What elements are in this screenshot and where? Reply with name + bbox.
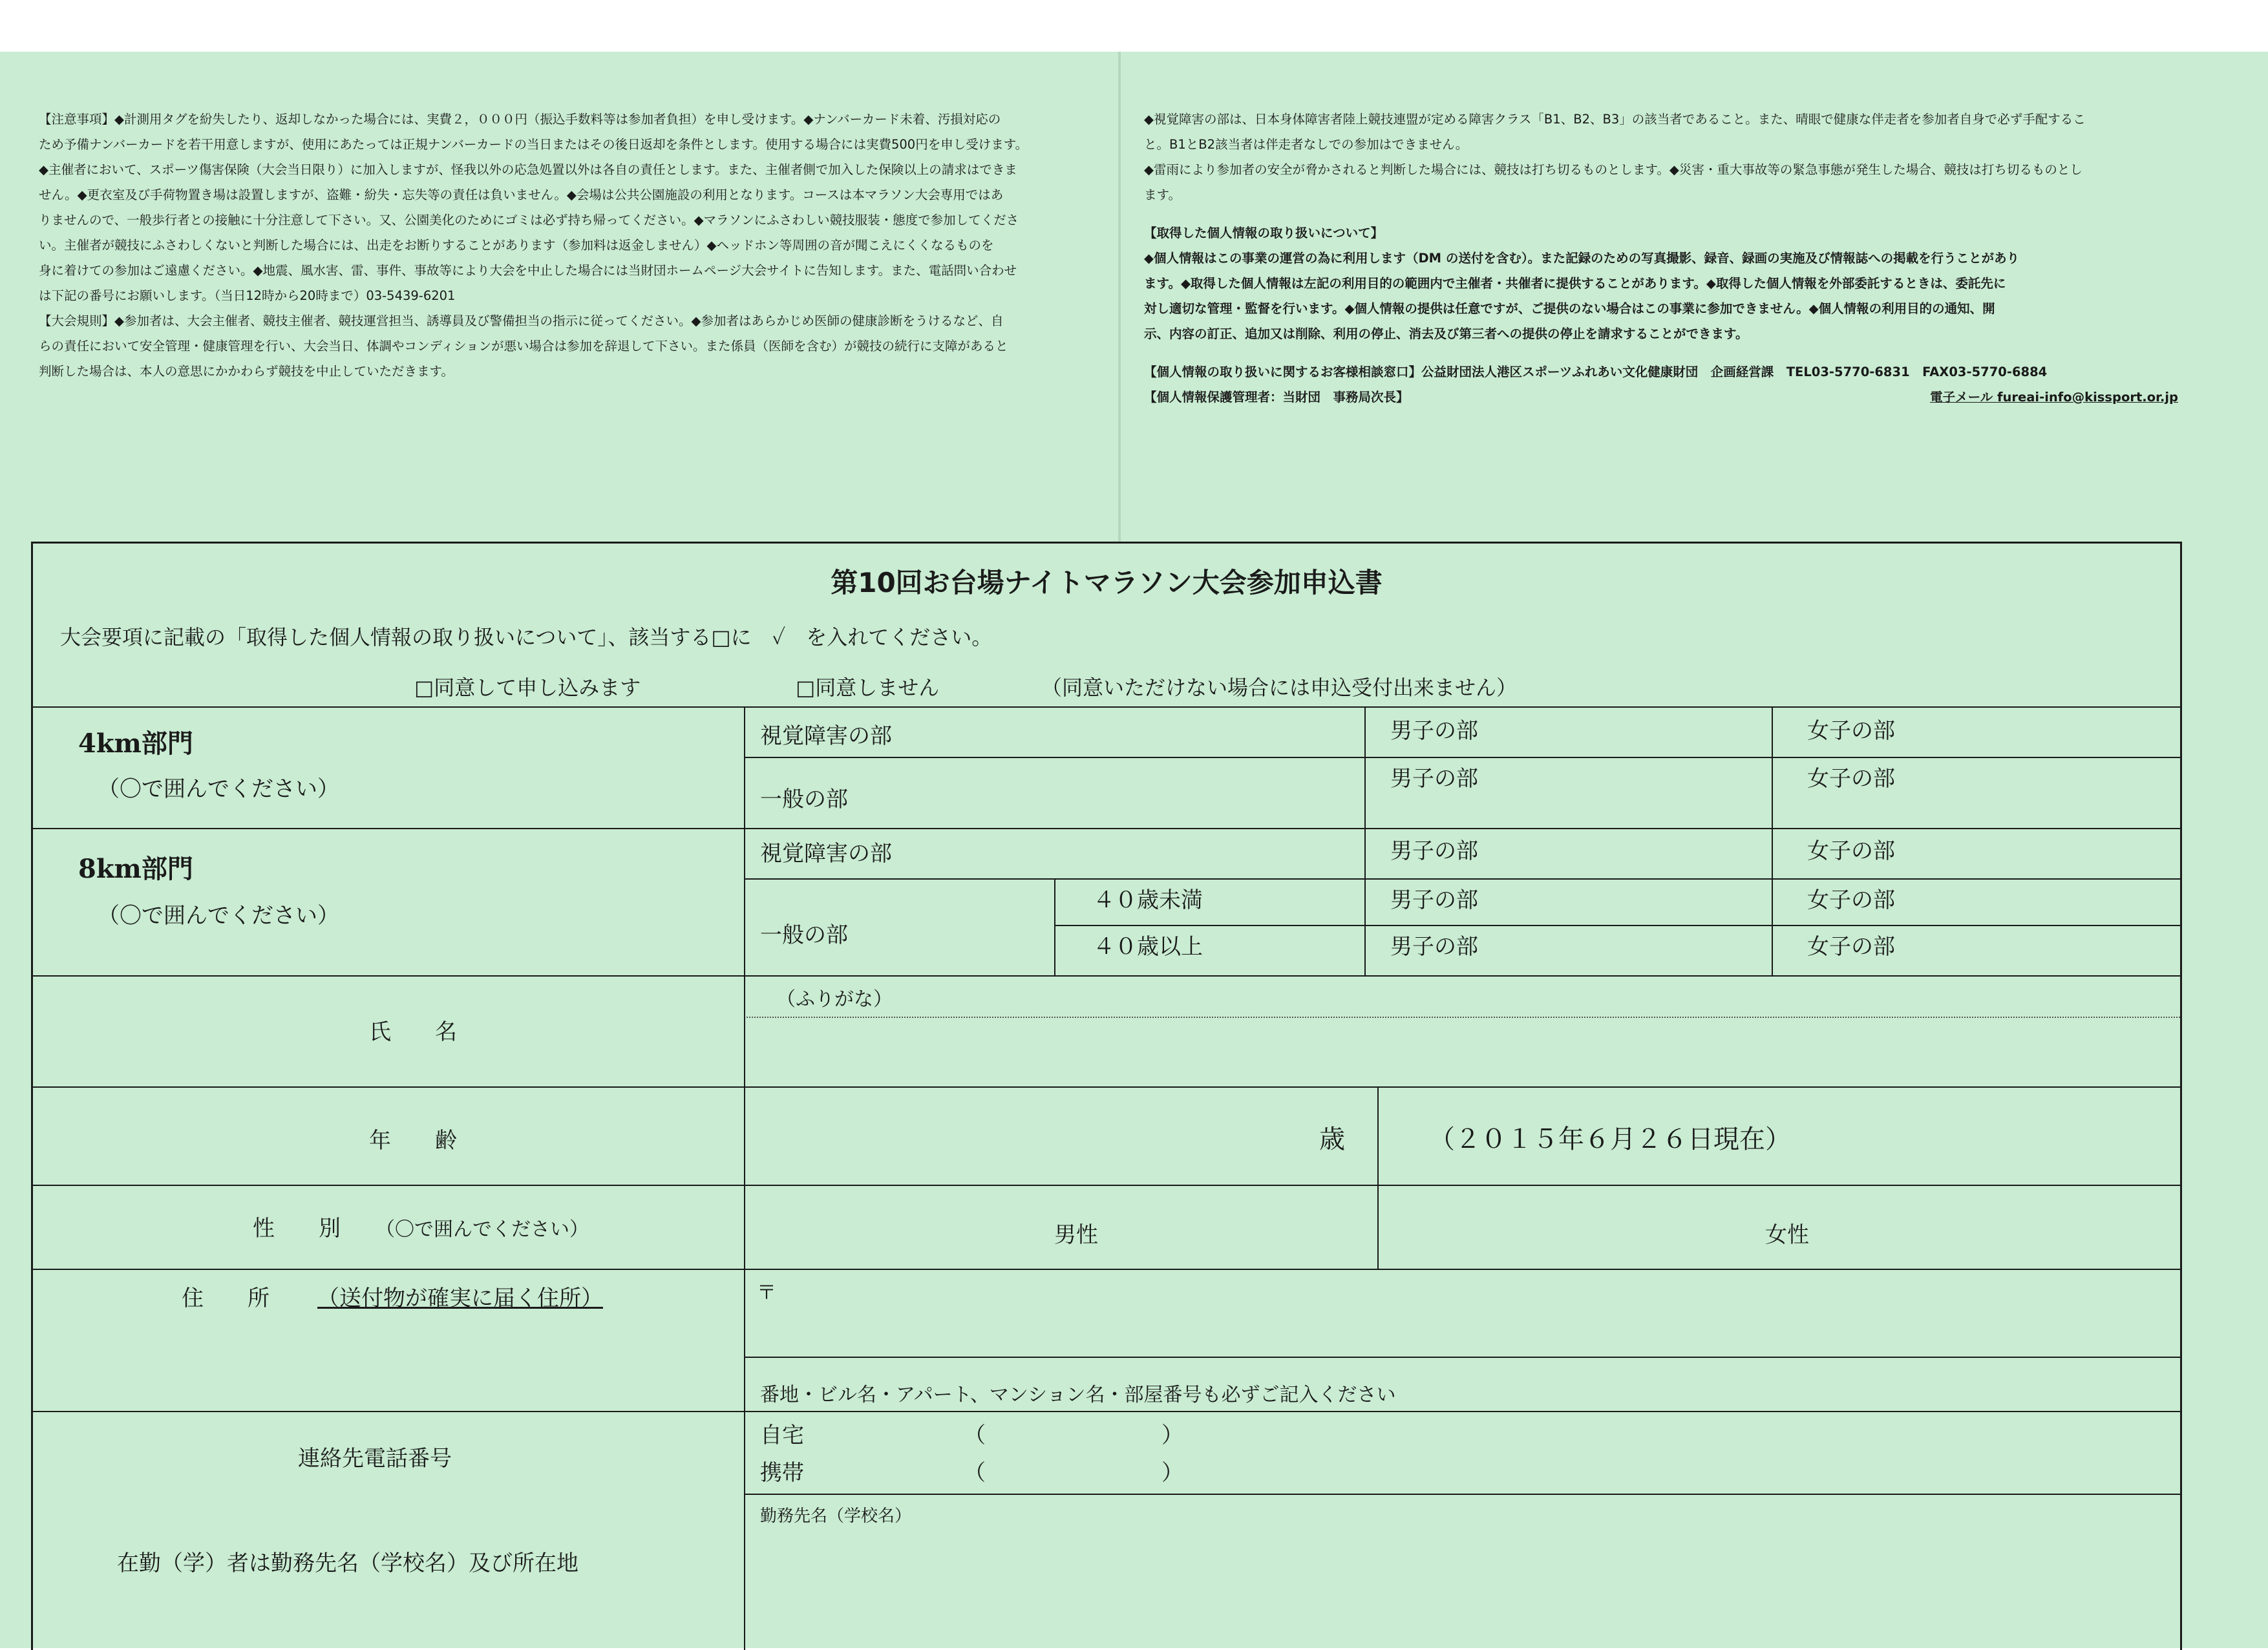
address-detail-note: 番地・ビル名・アパート、マンション名・部屋番号も必ずご記入ください	[760, 1384, 1396, 1406]
gender-note: （〇で囲んでください）	[376, 1218, 589, 1241]
privacy-email: 電子メール fureai-info@kissport.or.jp	[1930, 390, 2178, 405]
km8-visual-division[interactable]: 視覚障害の部	[760, 841, 892, 867]
note-line: 【注意事項】◆計測用タグを紛失したり、返却しなかった場合には、実費２，０００円（振込手数料等は参加者負担）を申し受けます。◆ナンバーカード未着、汚損対応の	[39, 112, 1001, 127]
km8-general-division[interactable]: 一般の部	[760, 922, 848, 948]
notes-left-column	[39, 107, 1105, 384]
km4-visual-male[interactable]: 男子の部	[1390, 718, 1478, 744]
address-note: （送付物が確実に届く住所）	[317, 1285, 603, 1311]
note-line: い。主催者が競技にふさわしくないと判断した場合には、出走をお断りすることがあります（参加料は返金しません）◆ヘッドホン等周囲の音が聞こえにくくなるものを	[39, 238, 994, 253]
male-option[interactable]: 男性	[1054, 1222, 1098, 1248]
km8-division-label: 8km部門	[78, 854, 193, 884]
mobile-phone-input[interactable]: （ ）	[964, 1460, 1183, 1486]
note-line: と。B1とB2該当者は伴走者なしでの参加はできません。	[1144, 137, 1468, 152]
age-unit: 歳	[1319, 1125, 1345, 1154]
km4-circle-note: （〇で囲んでください）	[98, 776, 339, 802]
privacy-line: ◆個人情報はこの事業の運営の為に利用します（DM の送付を含む）。また記録のための写真撮影、録音、録画の実施及び情報誌への掲載を行うことがあり	[1144, 251, 2020, 266]
km4-visual-division[interactable]: 視覚障害の部	[760, 723, 892, 749]
age-label: 年 齢	[369, 1128, 457, 1154]
note-line: 判断した場合は、本人の意思にかかわらず競技を中止していただきます。	[39, 364, 454, 379]
km4-visual-female[interactable]: 女子の部	[1807, 718, 1895, 744]
note-line: は下記の番号にお願いします。（当日12時から20時まで）03-5439-6201	[39, 288, 456, 303]
privacy-manager-line	[1144, 385, 2217, 410]
form-instruction: 大会要項に記載の「取得した個人情報の取り扱いについて」、該当する□に ✓ を入れてください。	[60, 625, 993, 650]
note-line: りませんので、一般歩行者との接触に十分注意して下さい。又、公園美化のためにゴミは必ず持ち帰ってください。◆マラソンにふさわしい競技服装・態度で参加してくださ	[39, 213, 1019, 227]
notes-right-column	[1144, 107, 2217, 410]
home-phone-label: 自宅	[760, 1423, 804, 1448]
consent-note: （同意いただけない場合には申込受付出来ません）	[1041, 675, 1518, 700]
workplace-small-label: 勤務先名（学校名）	[760, 1507, 912, 1526]
application-form	[31, 542, 2182, 1650]
note-line: 【大会規則】◆参加者は、大会主催者、競技主催者、競技運営担当、誘導員及び警備担当の指示に従ってください。◆参加者はあらかじめ医師の健康診断をうけるなど、自	[39, 313, 1004, 328]
postal-mark: 〒	[757, 1282, 776, 1304]
fold-line	[1118, 52, 1121, 543]
km8-under40-female[interactable]: 女子の部	[1807, 887, 1895, 913]
female-option[interactable]: 女性	[1765, 1222, 1809, 1248]
age-asof-date: （２０１５年６月２６日現在）	[1429, 1125, 1791, 1154]
form-title: 第10回お台場ナイトマラソン大会参加申込書	[831, 567, 1383, 598]
name-input[interactable]	[750, 1022, 2172, 1083]
address-label: 住 所	[182, 1285, 270, 1311]
note-line: らの責任において安全管理・健康管理を行い、大会当日、体調やコンディションが悪い場合は参加を辞退して下さい。また係員（医師を含む）が競技の続行に支障があると	[39, 339, 1008, 354]
note-line: ◆主催者において、スポーツ傷害保険（大会当日限り）に加入しますが、怪我以外の応急処置以外は各自の責任とします。また、主催者側で加入した保険以上の請求はできま	[39, 162, 1017, 177]
note-line: ます。	[1144, 187, 1181, 202]
furigana-label: （ふりがな）	[776, 988, 893, 1011]
km4-general-division[interactable]: 一般の部	[760, 787, 848, 812]
workplace-input[interactable]	[750, 1526, 2172, 1636]
home-phone-input[interactable]: （ ）	[964, 1423, 1183, 1448]
km8-under40-male[interactable]: 男子の部	[1390, 887, 1478, 913]
km8-visual-male[interactable]: 男子の部	[1390, 838, 1478, 864]
privacy-contact: 【個人情報の取り扱いに関するお客様相談窓口】公益財団法人港区スポーツふれあい文化健康財団 企画経営課 TEL03-5770-6831 FAX03-5770-6884	[1144, 365, 2048, 379]
km4-general-female[interactable]: 女子の部	[1807, 766, 1895, 792]
form-grid	[33, 544, 2180, 1650]
privacy-line: ます。◆取得した個人情報は左記の利用目的の範囲内で主催者・共催者に提供することがあります。◆取得した個人情報を外部委託するときは、委託先に	[1144, 276, 2006, 291]
km8-visual-female[interactable]: 女子の部	[1807, 838, 1895, 864]
gender-label: 性 別	[253, 1216, 341, 1242]
km8-over-40[interactable]: ４０歳以上	[1093, 934, 1203, 960]
mobile-phone-label: 携帯	[760, 1460, 804, 1486]
km8-over40-male[interactable]: 男子の部	[1390, 934, 1478, 960]
km8-circle-note: （〇で囲んでください）	[98, 903, 339, 929]
km8-over40-female[interactable]: 女子の部	[1807, 934, 1895, 960]
address-input[interactable]	[776, 1280, 2172, 1345]
consent-disagree-checkbox[interactable]: □同意しません	[796, 675, 940, 700]
privacy-manager: 【個人情報保護管理者：当財団 事務局次長】	[1144, 390, 1409, 405]
phone-label: 連絡先電話番号	[298, 1446, 452, 1472]
privacy-line: 示、内容の訂正、追加又は削除、利用の停止、消去及び第三者への提供の停止を請求することができます。	[1144, 326, 1748, 341]
consent-agree-checkbox[interactable]: □同意して申し込みます	[414, 675, 641, 700]
privacy-line: 対し適切な管理・監督を行います。◆個人情報の提供は任意ですが、ご提供のない場合はこの事業に参加できません。◆個人情報の利用目的の通知、開	[1144, 301, 1995, 316]
note-line: せん。◆更衣室及び手荷物置き場は設置しますが、盗難・紛失・忘失等の責任は負いません。◆会場は公共公園施設の利用となります。コースは本マラソン大会専用ではあ	[39, 187, 1004, 202]
age-input[interactable]	[750, 1093, 1300, 1180]
workplace-label: 在勤（学）者は勤務先名（学校名）及び所在地	[117, 1550, 578, 1576]
privacy-heading: 【取得した個人情報の取り扱いについて】	[1144, 226, 1384, 240]
note-line: ◆視覚障害の部は、日本身体障害者陸上競技連盟が定める障害クラス「B1、B2、B3」の該当者であること。また、晴眼で健康な伴走者を参加者自身で必ず手配するこ	[1144, 112, 2086, 127]
name-label: 氏 名	[369, 1019, 457, 1045]
note-line: ため予備ナンバーカードを若干用意しますが、使用にあたっては正規ナンバーカードの当日またはその後日返却を条件とします。使用する場合には実費500円を申し受けます。	[39, 137, 1028, 152]
note-line: 身に着けての参加はご遠慮ください。◆地震、風水害、雷、事件、事故等により大会を中止した場合には当財団ホームページ大会サイトに告知します。また、電話問い合わせ	[39, 263, 1017, 278]
km4-division-label: 4km部門	[78, 728, 193, 759]
km4-general-male[interactable]: 男子の部	[1390, 766, 1478, 792]
km8-under-40[interactable]: ４０歳未満	[1093, 887, 1203, 913]
note-line: ◆雷雨により参加者の安全が脅かされると判断した場合には、競技は打ち切るものとします。◆災害・重大事故等の緊急事態が発生した場合、競技は打ち切るものとし	[1144, 162, 2083, 177]
